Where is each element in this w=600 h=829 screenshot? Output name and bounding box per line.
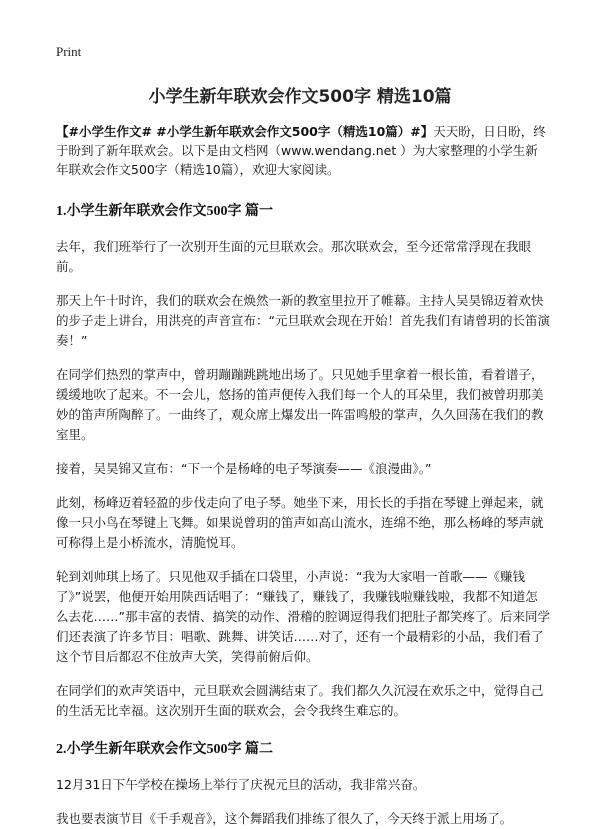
paragraph: 我也要表演节目《千手观音》，这个舞蹈我们排练了很久了，今天终于派上用场了。 (56, 811, 513, 826)
intro-text: 天天盼，日日盼，终于盼到了新年联欢会。以下是由文档网（www.wendang.net ）为大家整理的小学生新年联欢会作文500字（精选10篇），欢迎大家阅读。 (56, 124, 546, 177)
paragraph: 在同学们热烈的掌声中，曾玥蹦蹦跳跳地出场了。只见她手里拿着一根长笛，看着谱子，缓缓地吹了起来。不一会儿，悠扬的笛声便传入我们每一个人的耳朵里，我们被曾玥那美妙的笛声所陶醉了。一曲终了，观众席上爆发出一阵雷鸣般的掌声，久久回荡在我们的教室里。 (56, 367, 544, 442)
page-title: 小学生新年联欢会作文500字 精选10篇 (148, 87, 452, 107)
intro-paragraph (56, 122, 550, 179)
section-heading: 1.小学生新年联欢会作文500字 篇一 (56, 204, 273, 219)
paragraph: 12月31日下午学校在操场上举行了庆祝元旦的活动，我非常兴奋。 (56, 777, 426, 792)
article-body (56, 122, 550, 829)
paragraph: 去年，我们班举行了一次别开生面的元旦联欢会。那次联欢会，至今还常常浮现在我眼前。 (56, 239, 532, 274)
paragraph: 此刻，杨峰迈着轻盈的步伐走向了电子琴。她坐下来，用长长的手指在琴键上弹起来，就像一只小鸟在琴键上飞舞。如果说曾玥的笛声如高山流水，连绵不绝，那么杨峰的琴声就可称得上是小桥流水，清脆悦耳。 (56, 495, 544, 550)
paragraph: 那天上午十时许，我们的联欢会在焕然一新的教室里拉开了帷幕。主持人吴昊锦迈着欢快的步子走上讲台，用洪亮的声音宣布：“元旦联欢会现在开始！首先我们有请曾玥的长笛演奏！” (56, 293, 550, 348)
paragraph: 轮到刘帅琪上场了。只见他双手插在口袋里，小声说：“我为大家唱一首歌——《赚钱了》”说罢，他便开始用陕西话唱了：“赚钱了，赚钱了，我赚钱啦赚钱啦，我都不知道怎么去花……”那丰富的表情、搞笑的动作、滑稽的腔调逗得我们把肚子都笑疼了。后来同学们还表演了许多节目：唱歌、跳舞、讲笑话……对了，还有一个最精彩的小品，我们看了这个节目后都忍不住放声大笑，笑得前俯后仰。 (56, 569, 550, 664)
print-link[interactable]: Print (56, 44, 82, 59)
paragraph: 在同学们的欢声笑语中，元旦联欢会圆满结束了。我们都久久沉浸在欢乐之中，觉得自己的生活无比幸福。这次别开生面的联欢会，会令我终生难忘的。 (56, 683, 544, 718)
paragraph: 接着，吴昊锦又宣布：“下一个是杨峰的电子琴演奏——《浪漫曲》。” (56, 461, 432, 476)
intro-tag: 【#小学生作文# #小学生新年联欢会作文500字（精选10篇）#】 (56, 124, 434, 139)
section-heading: 2.小学生新年联欢会作文500字 篇二 (56, 742, 273, 757)
